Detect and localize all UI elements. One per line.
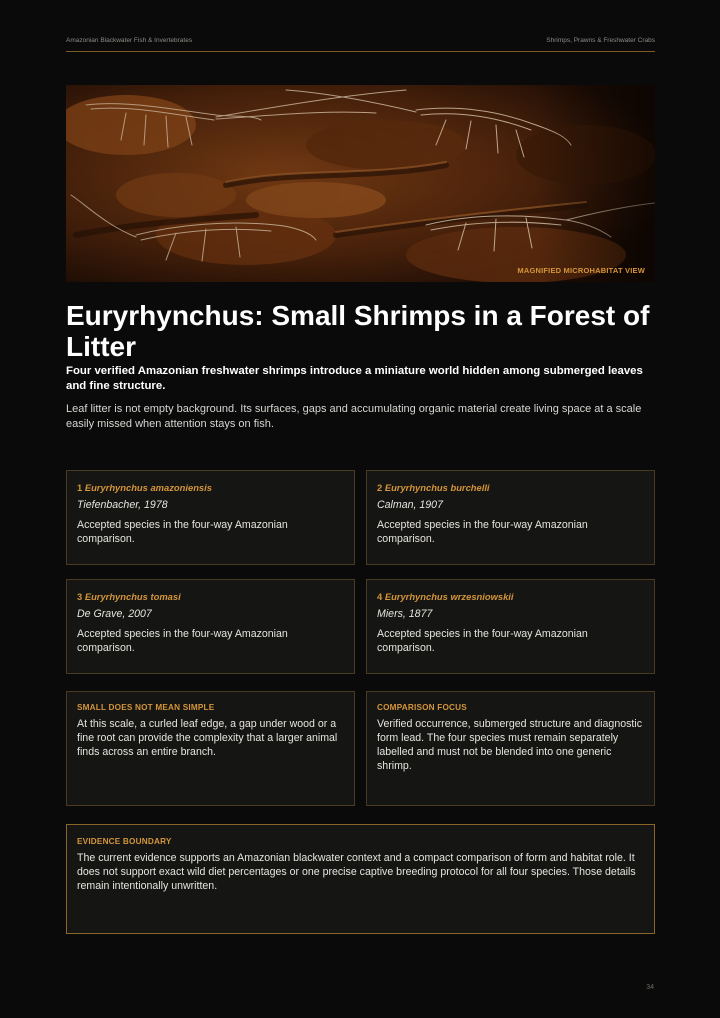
header-chapter-title: Shrimps, Prawns & Freshwater Crabs bbox=[546, 37, 655, 44]
note-comparison-focus bbox=[366, 691, 655, 806]
species-number: 4 bbox=[377, 591, 383, 602]
running-header bbox=[66, 37, 655, 44]
hero-image bbox=[66, 85, 655, 282]
species-name bbox=[377, 591, 644, 603]
shrimp-litter-photo bbox=[66, 85, 655, 282]
species-description: Accepted species in the four-way Amazonian comparison. bbox=[377, 628, 588, 654]
species-latin-name: Euryrhynchus tomasi bbox=[84, 591, 181, 602]
species-number: 3 bbox=[77, 591, 83, 602]
species-card-2 bbox=[366, 470, 655, 565]
page-title: Euryrhynchus: Small Shrimps in a Forest of Litter bbox=[66, 300, 650, 362]
species-latin-name: Euryrhynchus amazoniensis bbox=[84, 482, 212, 493]
species-number: 1 bbox=[77, 482, 83, 493]
evidence-heading: EVIDENCE BOUNDARY bbox=[77, 837, 172, 846]
species-card-4 bbox=[366, 579, 655, 674]
note-heading: COMPARISON FOCUS bbox=[377, 703, 467, 712]
hero-caption: MAGNIFIED MICROHABITAT VIEW bbox=[517, 266, 645, 275]
species-card-1 bbox=[66, 470, 355, 565]
species-card-3 bbox=[66, 579, 355, 674]
header-rule bbox=[66, 51, 655, 52]
page-number: 34 bbox=[646, 984, 654, 991]
species-description: Accepted species in the four-way Amazonian comparison. bbox=[77, 519, 288, 545]
header-book-title: Amazonian Blackwater Fish & Invertebrates bbox=[66, 37, 193, 44]
note-body: At this scale, a curled leaf edge, a gap under wood or a fine root can provide the complexity that a larger animal finds across an entire branch. bbox=[77, 718, 338, 758]
species-author: Tiefenbacher, 1978 bbox=[77, 499, 168, 511]
species-name bbox=[377, 482, 644, 494]
species-name bbox=[77, 482, 344, 494]
species-author: De Grave, 2007 bbox=[77, 608, 152, 620]
species-author: Calman, 1907 bbox=[377, 499, 443, 511]
intro-paragraph: Leaf litter is not empty background. Its surfaces, gaps and accumulating organic material create living space at a scale easily missed when attention stays on fish. bbox=[66, 403, 642, 430]
page-subtitle: Four verified Amazonian freshwater shrimps introduce a miniature world hidden among submerged leaves and fine structure. bbox=[66, 365, 643, 392]
evidence-boundary-box bbox=[66, 824, 655, 934]
species-latin-name: Euryrhynchus wrzesniowskii bbox=[384, 591, 514, 602]
evidence-body: The current evidence supports an Amazonian blackwater context and a compact comparison of form and habitat role. It does not support exact wild diet percentages or one precise captive breeding protocol for all four species. Those details remain intentionally unwritten. bbox=[77, 852, 636, 892]
note-small-not-simple bbox=[66, 691, 355, 806]
species-latin-name: Euryrhynchus burchelli bbox=[384, 482, 490, 493]
note-heading: SMALL DOES NOT MEAN SIMPLE bbox=[77, 703, 215, 712]
species-description: Accepted species in the four-way Amazonian comparison. bbox=[377, 519, 588, 545]
note-body: Verified occurrence, submerged structure and diagnostic form lead. The four species must remain separately labelled and must not be blended into one generic shrimp. bbox=[377, 718, 642, 772]
species-author: Miers, 1877 bbox=[377, 608, 433, 620]
species-description: Accepted species in the four-way Amazonian comparison. bbox=[77, 628, 288, 654]
species-name bbox=[77, 591, 344, 603]
species-number: 2 bbox=[377, 482, 383, 493]
